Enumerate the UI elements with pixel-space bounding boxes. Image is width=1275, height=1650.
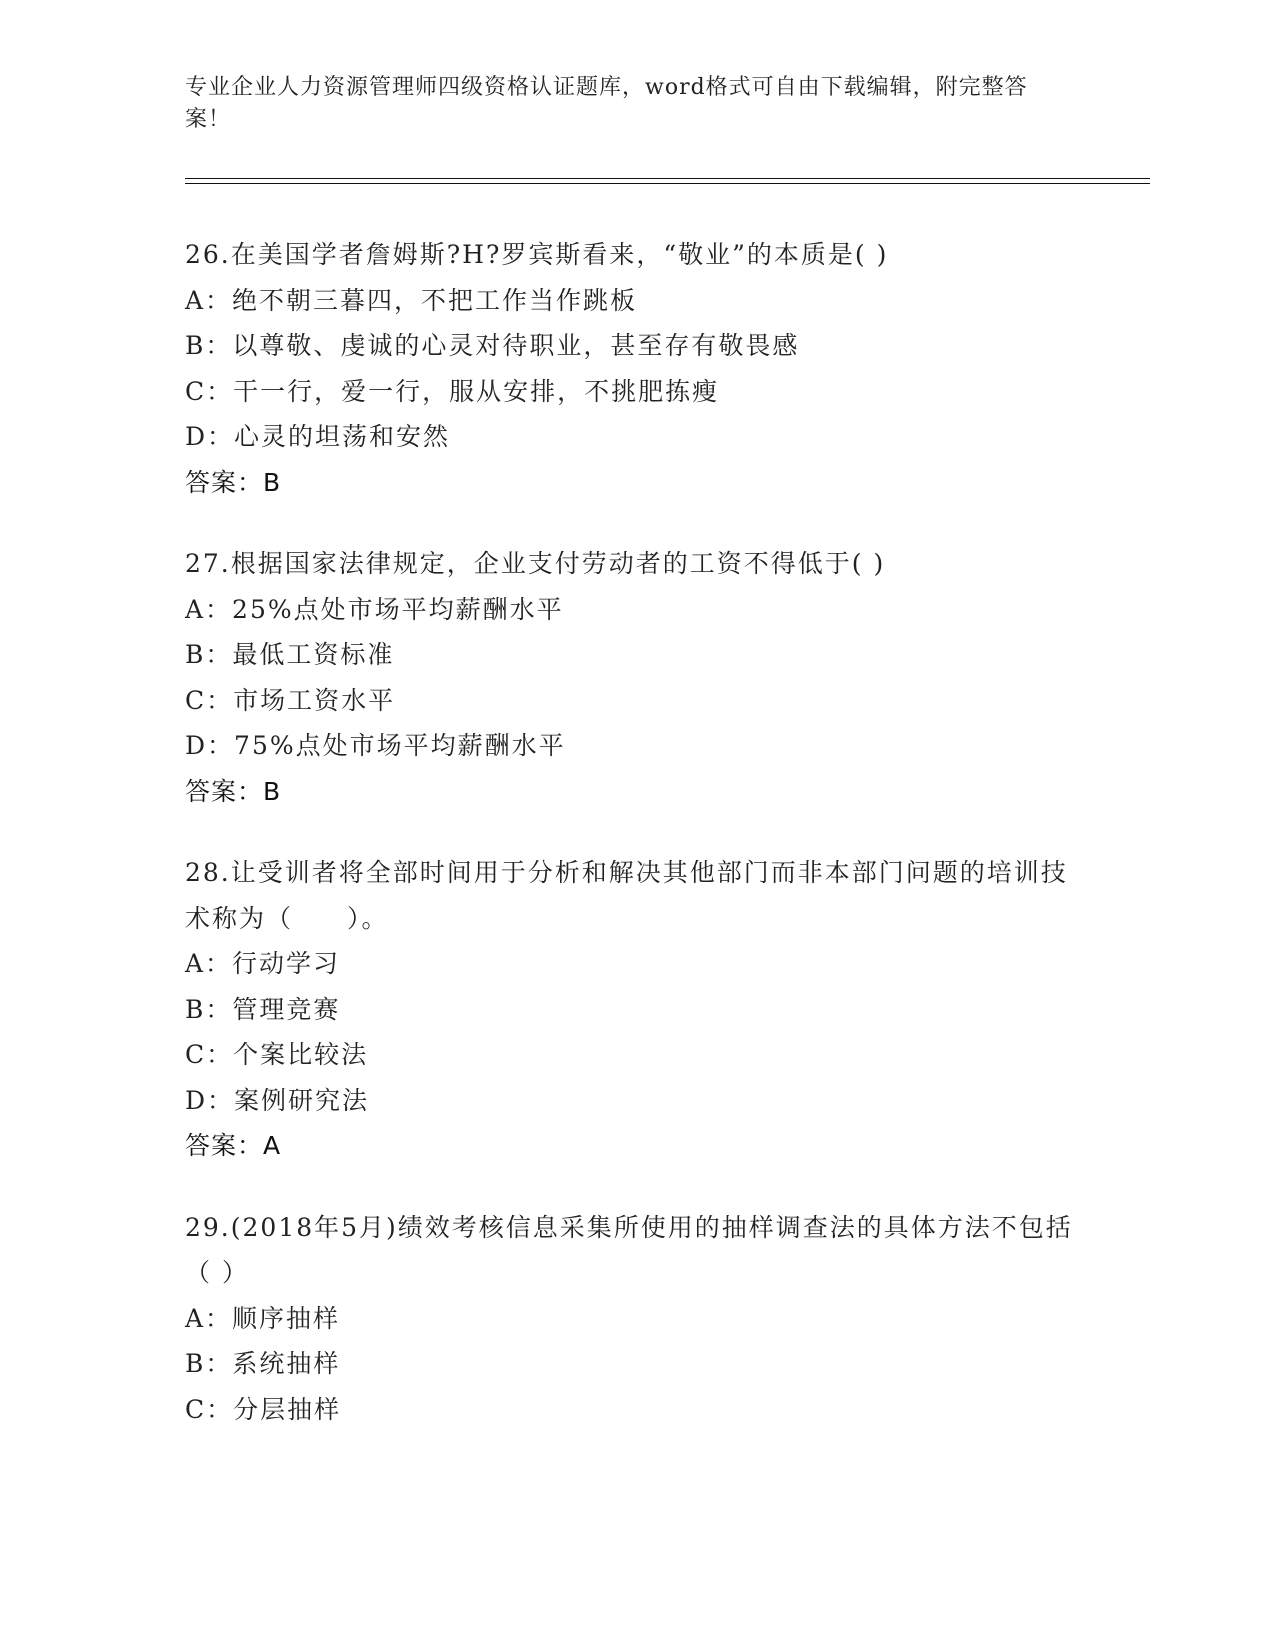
option-a: A：绝不朝三暮四，不把工作当作跳板 — [185, 285, 638, 315]
option-d: D：75%点处市场平均薪酬水平 — [185, 731, 566, 760]
option-a: A：行动学习 — [185, 949, 341, 978]
option-c: C：个案比较法 — [185, 1040, 369, 1069]
option-a: A：25%点处市场平均薪酬水平 — [185, 594, 564, 624]
answer-line: 答案：B — [185, 467, 282, 497]
option-b: B：以尊敬、虔诚的心灵对待职业，甚至存有敬畏感 — [185, 331, 800, 360]
question-text: 28.让受训者将全部时间用于分析和解决其他部门而非本部门问题的培训技术称为（ ）。 — [185, 858, 1068, 933]
question-text: 27.根据国家法律规定，企业支付劳动者的工资不得低于( ) — [185, 549, 886, 578]
document-intro: 专业企业人力资源管理师四级资格认证题库，word格式可自由下载编辑，附完整答案！ — [185, 75, 1028, 132]
option-b: B：系统抽样 — [185, 1349, 341, 1378]
option-b: B：管理竞赛 — [185, 994, 341, 1024]
option-d: D：案例研究法 — [185, 1085, 370, 1115]
question-28 — [185, 850, 1085, 1169]
option-c: C：分层抽样 — [185, 1394, 342, 1424]
option-d: D：心灵的坦荡和安然 — [185, 422, 451, 451]
question-list — [185, 232, 1085, 1468]
option-b: B：最低工资标准 — [185, 640, 395, 669]
answer-line: 答案：B — [185, 776, 282, 806]
header-divider-bottom — [185, 183, 1150, 184]
question-text: 29.(2018年5月)绩效考核信息采集所使用的抽样调查法的具体方法不包括（ ） — [185, 1212, 1073, 1287]
question-29 — [185, 1205, 1085, 1433]
option-a: A：顺序抽样 — [185, 1303, 341, 1333]
option-c: C：市场工资水平 — [185, 685, 396, 715]
header-divider-top — [185, 178, 1150, 179]
question-text: 26.在美国学者詹姆斯?H?罗宾斯看来，“敬业”的本质是( ) — [185, 240, 889, 269]
answer-line: 答案：A — [185, 1131, 282, 1160]
question-26 — [185, 232, 1085, 505]
option-c: C：干一行，爱一行，服从安排，不挑肥拣瘦 — [185, 376, 720, 406]
question-27 — [185, 541, 1085, 814]
